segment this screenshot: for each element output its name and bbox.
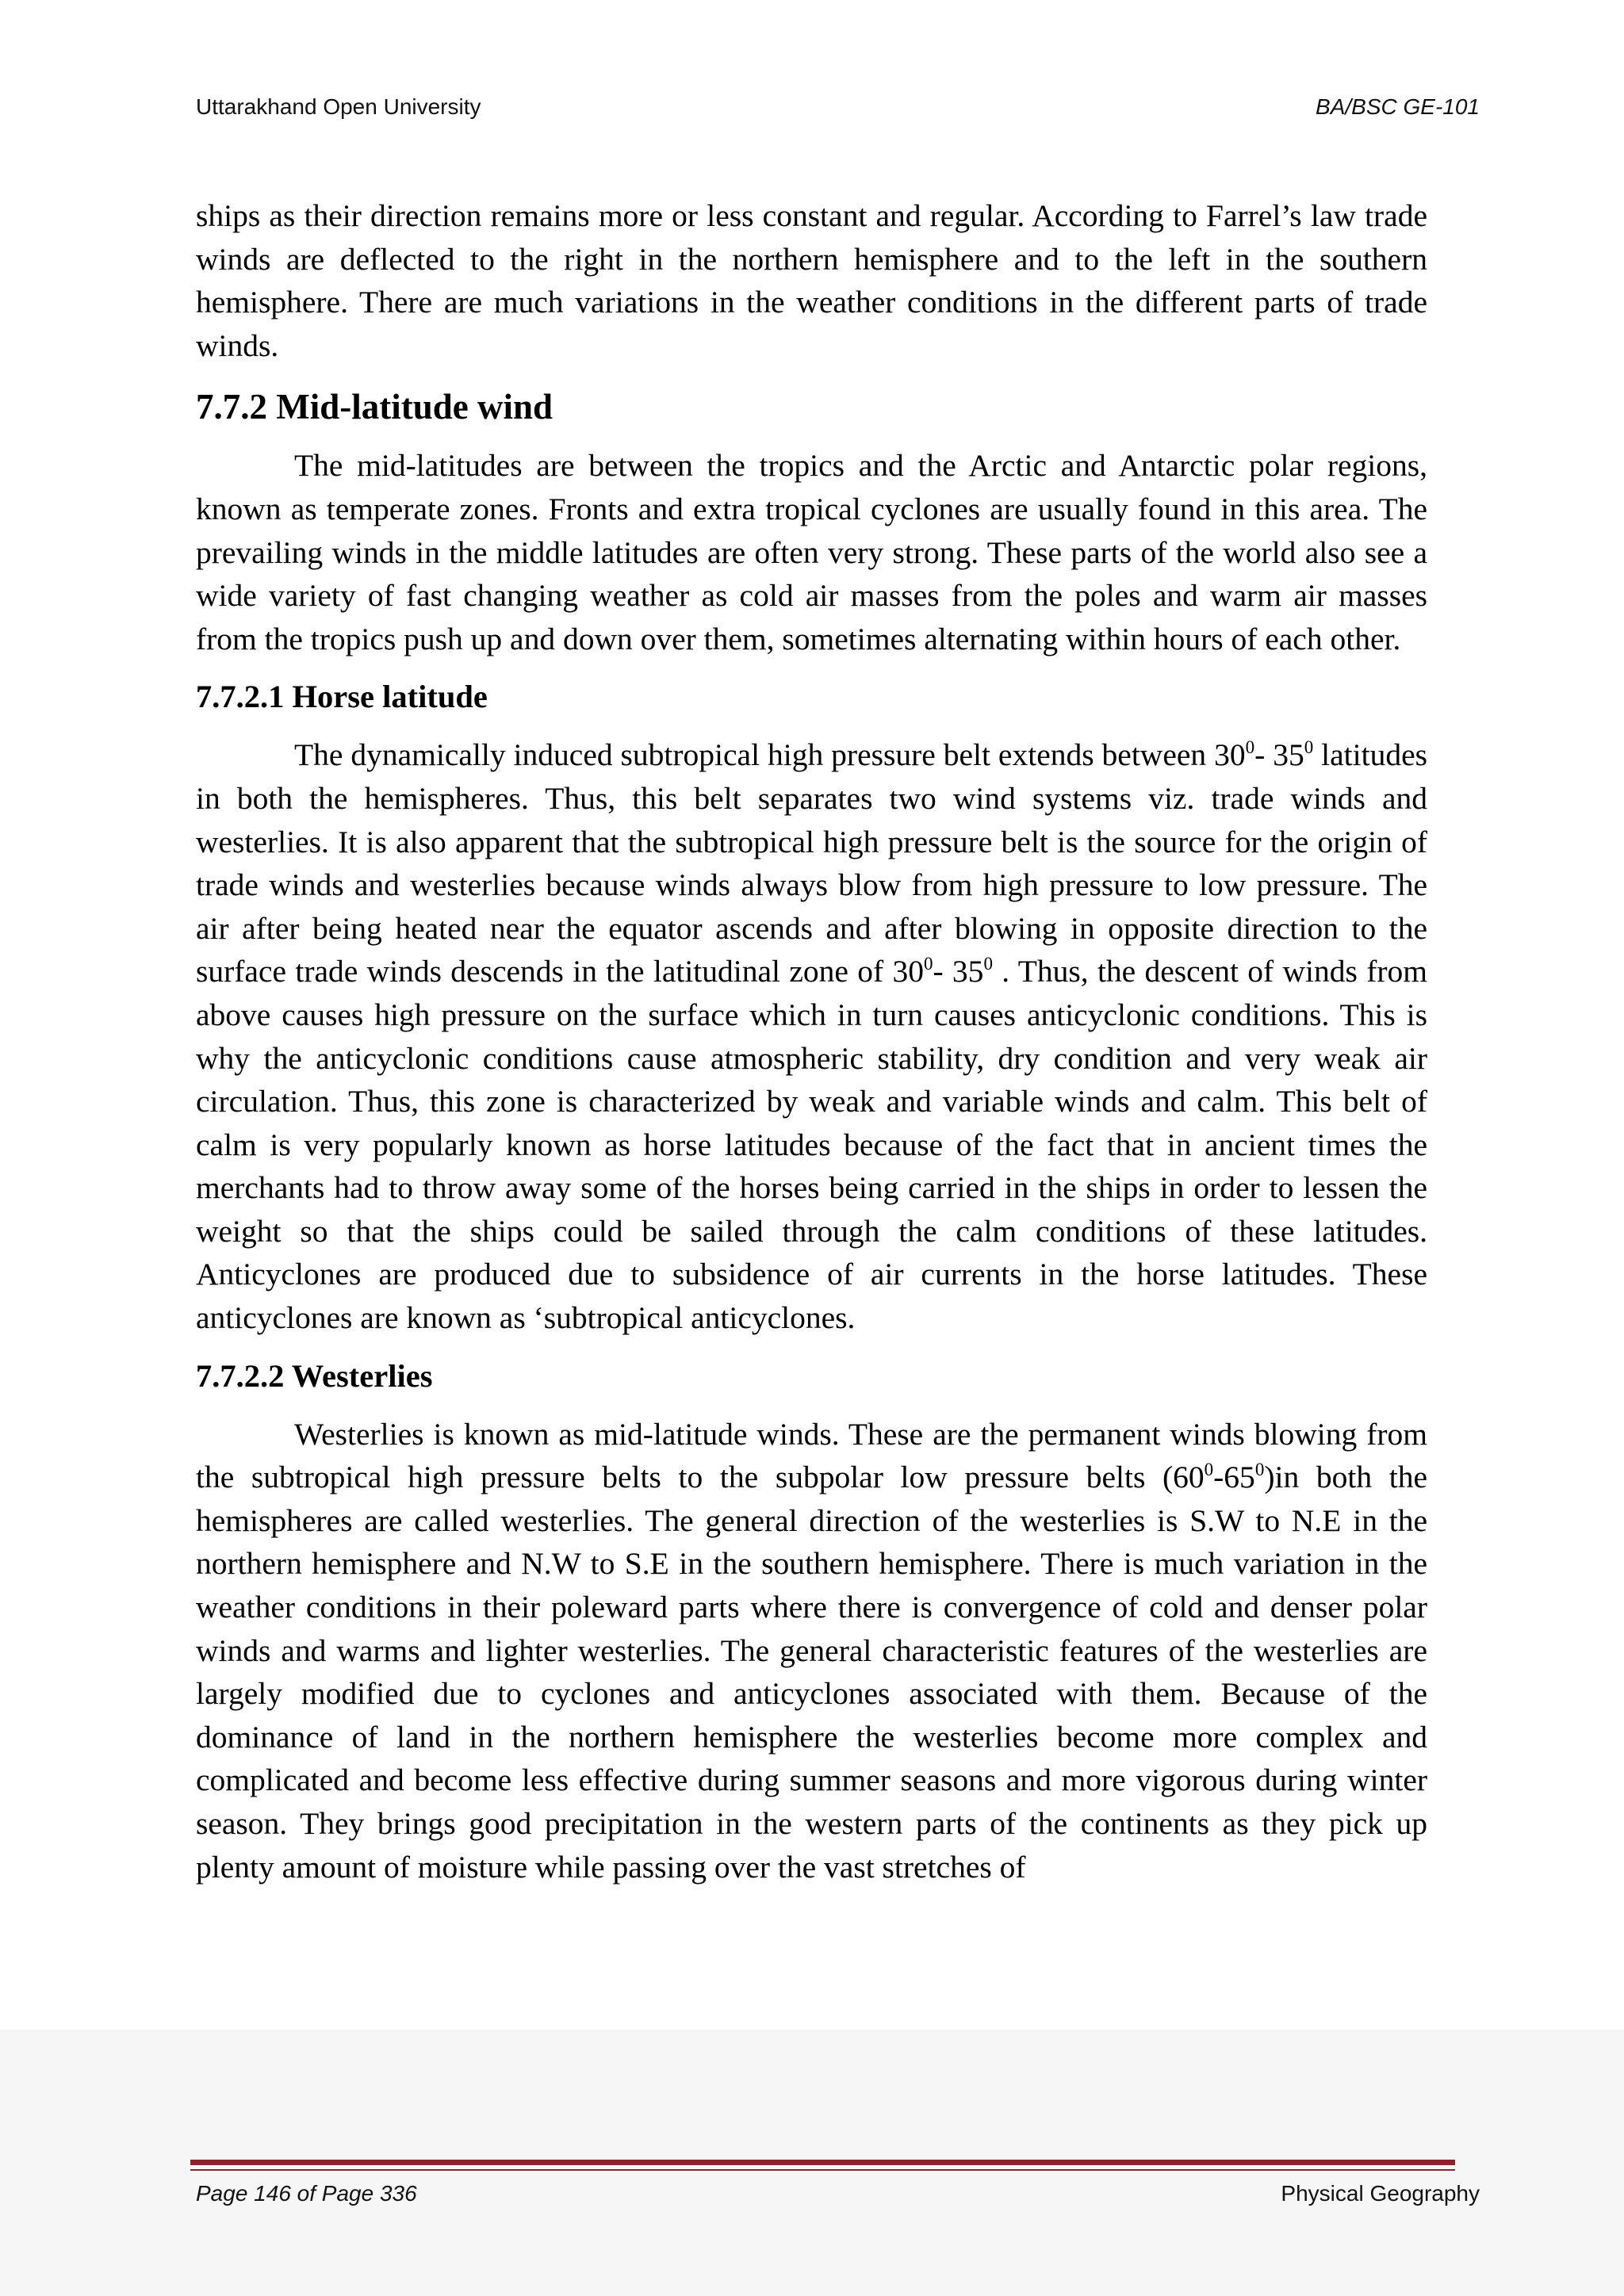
heading-mid-latitude-wind: 7.7.2 Mid-latitude wind bbox=[196, 387, 553, 427]
degree-superscript: 0 bbox=[1304, 737, 1314, 758]
paragraph-horse-latitude bbox=[196, 733, 1427, 1339]
horse-latitude-text-3: latitudes in both the hemispheres. Thus, this belt separates two wind systems viz. trade winds and westerlies. It is also apparent that the subtropical high pressure belt is the source for the origin of trade winds and westerlies because winds always blow from high pressure to low pressure. The air after being heated near the equator ascends and after blowing in opposite direction to the surface trade winds descends in the latitudinal zone of 30 bbox=[196, 737, 1428, 989]
degree-superscript: 0 bbox=[983, 954, 993, 974]
horse-latitude-text-1: The dynamically induced subtropical high pressure belt extends between 30 bbox=[294, 737, 1246, 773]
westerlies-text-3: )in both the hemispheres are called westerlies. The general direction of the westerlies is S.W to N.E in the northern hemisphere and N.W to S.E in the southern hemisphere. There is much variation in the weather conditions in their poleward parts where there is convergence of cold and denser polar winds and warms and lighter westerlies. The general characteristic features of the westerlies are largely modified due to cyclones and anticyclones associated with them. Because of the dominance of land in the northern hemisphere the westerlies become more complex and complicated and become less effective during summer seasons and more vigorous during winter season. They brings good precipitation in the western parts of the continents as they pick up plenty amount of moisture while passing over the vast stretches of bbox=[196, 1460, 1427, 1885]
footer-subject: Physical Geography bbox=[1281, 2181, 1480, 2206]
running-footer bbox=[196, 2180, 1480, 2207]
heading-horse-latitude: 7.7.2.1 Horse latitude bbox=[196, 679, 488, 715]
westerlies-text-1: Westerlies is known as mid-latitude winds. These are the permanent winds blowing from the subtropical high pressure belts to the subpolar low pressure belts (60 bbox=[196, 1416, 1427, 1495]
header-university: Uttarakhand Open University bbox=[196, 94, 481, 119]
degree-superscript: 0 bbox=[1204, 1460, 1214, 1480]
header-course-code: BA/BSC GE-101 bbox=[1316, 94, 1480, 119]
degree-superscript: 0 bbox=[923, 954, 933, 974]
horse-latitude-text-4: - 35 bbox=[933, 954, 984, 989]
horse-latitude-text-2: - 35 bbox=[1254, 737, 1304, 773]
running-header bbox=[196, 94, 1480, 121]
paragraph-mid-latitudes: The mid-latitudes are between the tropics and the Arctic and Antarctic polar regions, known as temperate zones. Fronts and extra tropical cyclones are usually found in this area. The prevailing winds in the middle latitudes are often very strong. These parts of the world also see a wide variety of fast changing weather as cold air masses from the poles and warm air masses from the tropics push up and down over them, sometimes alternating within hours of each other. bbox=[196, 448, 1427, 656]
footer-rule-thin bbox=[190, 2169, 1455, 2171]
horse-latitude-text-5: . Thus, the descent of winds from above causes high pressure on the surface which in turn causes anticyclonic conditions. This is why the anticyclonic conditions cause atmospheric stability, dry condition and very weak air circulation. Thus, this zone is characterized by weak and variable winds and calm. This belt of calm is very popularly known as horse latitudes because of the fact that in ancient times the merchants had to throw away some of the horses being carried in the ships in order to lessen the weight so that the ships could be sailed through the calm conditions of these latitudes. Anticyclones are produced due to subsidence of air currents in the horse latitudes. These anticyclones are known as ‘subtropical anticyclones. bbox=[196, 954, 1427, 1336]
paragraph-trade-winds-continued: ships as their direction remains more or less constant and regular. According to Farrel’s law trade winds are deflected to the right in the northern hemisphere and to the left in the southern hemisphere. There are much variations in the weather conditions in the different parts of trade winds. bbox=[196, 198, 1427, 363]
page-content bbox=[196, 194, 1427, 1888]
footer-page-number: Page 146 of Page 336 bbox=[196, 2181, 417, 2206]
footer-rule-thick bbox=[190, 2160, 1455, 2165]
westerlies-text-2: -65 bbox=[1213, 1460, 1255, 1495]
paragraph-westerlies bbox=[196, 1413, 1427, 1889]
degree-superscript: 0 bbox=[1245, 737, 1255, 758]
degree-superscript: 0 bbox=[1254, 1460, 1265, 1480]
heading-westerlies: 7.7.2.2 Westerlies bbox=[196, 1357, 433, 1394]
